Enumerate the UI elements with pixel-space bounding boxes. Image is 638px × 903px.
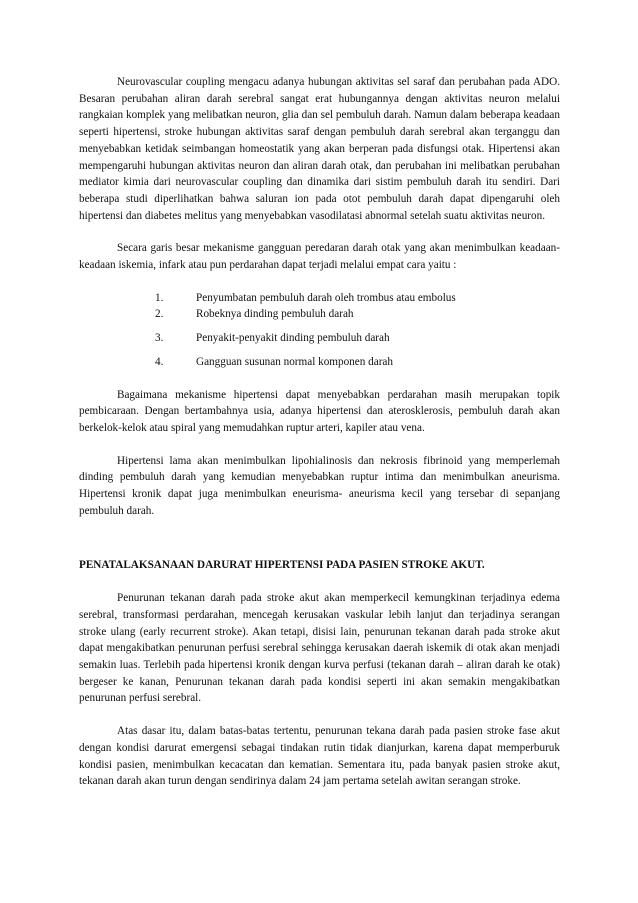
causes-list: [79, 290, 560, 371]
list-item-text: Penyumbatan pembuluh darah oleh trombus atau embolus: [196, 291, 456, 304]
list-item-text: Robeknya dinding pembuluh darah: [196, 308, 354, 321]
list-item-text: Penyakit-penyakit dinding pembuluh darah: [196, 332, 390, 345]
list-item: [79, 354, 560, 371]
paragraph-atas-dasar: Atas dasar itu, dalam batas-batas tertentu, penurunan tekana darah pada pasien stroke fase akut dengan kondisi darurat emergensi sebagai tindakan rutin tidak dianjurkan, karena dapat memperburuk kondisi pasien, menimbulkan kecacatan dan kematian. Sementara itu, pada banyak pasien stroke akut, tekanan darah akan turun dengan sendirinya dalam 24 jam pertama setelah awitan serangan stroke.: [79, 725, 560, 788]
document-page: [79, 74, 560, 790]
list-item: [79, 290, 560, 307]
list-item: [79, 306, 560, 323]
paragraph-hipertensi-lama: Hipertensi lama akan menimbulkan lipohialinosis dan nekrosis fibrinoid yang memperlemah dinding pembuluh darah yang kemudian menyebabkan ruptur intima dan menimbulkan aneurisma. Hipertensi kronik dapat juga menimbulkan eneurisma- aneurisma kecil yang tersebar di sepanjang pembuluh darah.: [79, 454, 560, 517]
list-item-number: 1.: [155, 291, 164, 304]
section-heading: PENATALAKSANAAN DARURAT HIPERTENSI PADA PASIEN STROKE AKUT.: [79, 559, 485, 572]
list-item: [79, 330, 560, 347]
paragraph-neurovascular-coupling: Neurovascular coupling mengacu adanya hubungan aktivitas sel saraf dan perubahan pada ADO. Besaran perubahan aliran darah serebral sangat erat hubungannya dengan aktivitas neuron melalui rangkaian komplek yang melibatkan neuron, glia dan sel pembuluh darah. Namun dalam beberapa keadaan seperti hipertensi, stroke hubungan aktivitas saraf dengan pembuluh darah serebral akan terganggu dan menyebabkan ketidak seimbangan homeostatik yang akan berperan pada disfungsi otak. Hipertensi akan mempengaruhi hubungan aktivitas neuron dan aliran darah otak, dan perubahan ini melibatkan perubahan mediator kimia dari neurovascular coupling dan dinamika dari sistim pembuluh darah itu sendiri. Dari beberapa studi diperlihatkan bahwa saluran ion pada otot pembuluh darah dapat dipengaruhi oleh hipertensi dan diabetes melitus yang menyebabkan vasodilatasi abnormal setelah suatu aktivitas neuron.: [79, 76, 560, 222]
list-item-number: 3.: [155, 332, 164, 345]
paragraph-mekanisme-gangguan: Secara garis besar mekanisme gangguan peredaran darah otak yang akan menimbulkan keadaan-keadaan iskemia, infark atau pun perdarahan dapat terjadi melalui empat cara yaitu :: [79, 242, 560, 272]
list-item-text: Gangguan susunan normal komponen darah: [196, 355, 393, 368]
list-item-number: 2.: [155, 308, 164, 321]
paragraph-penurunan-tekanan: Penurunan tekanan darah pada stroke akut akan memperkecil kemungkinan terjadinya edema serebral, transformasi perdarahan, mencegah kerusakan vaskular lebih lanjut dan terjadinya serangan stroke ulang (early recurrent stroke). Akan tetapi, disisi lain, penurunan tekanan darah pada stroke akut dapat mengakibatkan penurunan perfusi serebral sehingga kerusakan daerah iskemik di otak akan menjadi semakin luas. Terlebih pada hipertensi kronik dengan kurva perfusi (tekanan darah – aliran darah ke otak) bergeser ke kanan, Penurunan tekanan darah pada kondisi seperti ini akan semakin mengakibatkan penurunan perfusi serebral.: [79, 592, 560, 705]
paragraph-mekanisme-hipertensi: Bagaimana mekanisme hipertensi dapat menyebabkan perdarahan masih merupakan topik pembicaraan. Dengan bertambahnya usia, adanya hipertensi dan aterosklerosis, pembuluh darah akan berkelok-kelok atau spiral yang memudahkan ruptur arteri, kapiler atau vena.: [79, 388, 560, 434]
list-item-number: 4.: [155, 355, 164, 368]
